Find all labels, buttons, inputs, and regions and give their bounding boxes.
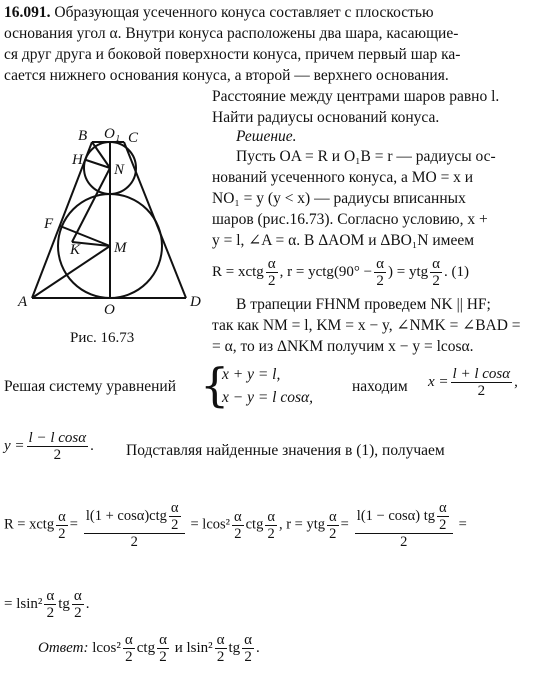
solution-line-6: В трапеции FHNM проведем NK || HF; <box>236 296 491 313</box>
y-solution: y = $\frac{\text{l − l cosα}}{2}$ . <box>4 430 94 463</box>
label-b: B <box>78 128 88 144</box>
label-n: N <box>114 162 125 178</box>
problem-text-1: Образующая усеченного конуса составляет с плоскостью <box>54 4 434 21</box>
label-f: F <box>44 216 54 232</box>
problem-line-3: ся друг друга и боковой поверхности конуса, причем первый шар ка- <box>4 46 461 63</box>
problem-line-6: Найти радиусы оснований конуса. <box>212 109 440 126</box>
label-h: H <box>72 152 83 168</box>
system-eq-1: x + y = l, <box>222 366 281 383</box>
system-brace: { <box>200 358 230 412</box>
figure-caption: Рис. 16.73 <box>70 330 135 346</box>
solution-line-2: нований усеченного конуса, а MO = x и <box>212 169 474 186</box>
answer: Ответ: lcos² $\frac{\alpha}{2}$ ctg $\frac{\alpha}{2}$ и lsin² $\frac{\alpha}{2}$ tg $\frac{\alpha}{2}$ . <box>38 632 260 665</box>
label-m: M <box>114 240 127 256</box>
problem-line-1 <box>4 4 434 22</box>
radii-formula: R = xctg $\frac{\alpha}{2}$ = l(1 + cosα)ctg $\frac{\alpha}{2}$ 2 = lcos² $\frac{\alpha}{2}$ ctg $\frac{\alpha}{2}$ , r = ytg $\frac{\alpha}{2}$ = l(1 − cosα) tg $\frac{\alpha}{2}$ 2 = <box>4 500 467 550</box>
eq1-mid: , r = yctg <box>279 263 334 280</box>
frac-a2: $\frac{\alpha}{2}$ <box>267 256 276 289</box>
system-find: находим <box>352 378 408 395</box>
solution-line-3: NO₁ = y (y < x) — радиусы вписанных <box>212 190 466 207</box>
x-solution: x = $\frac{\text{l + l cosα}}{2}$ , <box>428 366 518 399</box>
substitution-text: Подставляя найденные значения в (1), получаем <box>126 442 445 459</box>
figure-16-73 <box>0 126 210 316</box>
system-intro: Решая систему уравнений <box>4 378 177 395</box>
label-o1: O₁ <box>104 126 121 142</box>
solution-line-5: y = l, ∠A = α. В ΔAOM и ΔBO₁N имеем <box>212 232 475 249</box>
label-o: O <box>104 302 115 316</box>
label-d: D <box>190 294 201 310</box>
solution-line-7: так как NM = l, KM = x − y, ∠NMK = ∠BAD = <box>212 317 521 334</box>
problem-line-4: сается нижнего основания конуса, а второй — верхнего основания. <box>4 67 449 84</box>
solution-heading: Решение. <box>236 128 297 145</box>
label-k: K <box>70 242 81 258</box>
radii-formula-cont: = lsin² $\frac{\alpha}{2}$ tg $\frac{\alpha}{2}$ . <box>4 588 90 621</box>
problem-line-2: основания угол α. Внутри конуса расположены два шара, касающие- <box>4 25 459 42</box>
solution-line-8: = α, то из ΔNKM получим x − y = lcosα. <box>212 338 474 355</box>
problem-line-5: Расстояние между центрами шаров равно l. <box>212 88 500 105</box>
eq1-left: R = xctg <box>212 263 264 280</box>
system-eq-2: x − y = l cosα, <box>222 389 314 406</box>
problem-number: 16.091. <box>4 4 51 21</box>
equation-1: R = xctg $\frac{\alpha}{2}$ , r = yctg(90° − $\frac{\alpha}{2}$ ) = ytg $\frac{\alpha}{2}$ . (1) <box>212 256 469 289</box>
solution-line-4: шаров (рис.16.73). Согласно условию, x + <box>212 211 488 228</box>
label-a: A <box>18 294 28 310</box>
solution-line-1: Пусть OA = R и O₁B = r — радиусы ос- <box>236 148 496 165</box>
eq1-tag: . (1) <box>444 263 469 280</box>
answer-label: Ответ: <box>38 639 89 656</box>
label-c: C <box>128 130 139 146</box>
